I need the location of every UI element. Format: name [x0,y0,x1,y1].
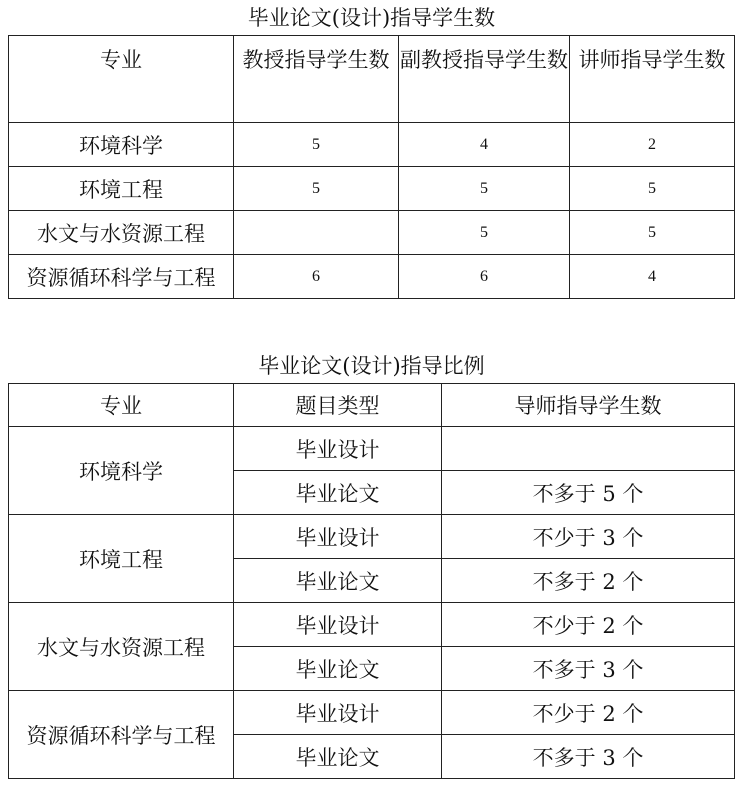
major-cell: 环境工程 [9,167,234,211]
limit-cell: 不多于 3 个 [442,647,735,691]
limit-cell: 不多于 3 个 [442,735,735,779]
table-row [9,167,735,211]
professor-count [234,211,399,255]
limit-cell: 不少于 2 个 [442,603,735,647]
header-students-per-supervisor: 导师指导学生数 [442,384,735,427]
topic-type-cell: 毕业论文 [234,471,442,515]
table1-caption: 毕业论文(设计)指导学生数 [247,6,496,30]
topic-type-cell: 毕业设计 [234,691,442,735]
table-row [9,211,735,255]
header-topic-type: 题目类型 [234,384,442,427]
associate-count: 5 [399,211,570,255]
header-professor: 教授指导学生数 [234,36,399,123]
limit-cell: 不少于 3 个 [442,515,735,559]
supervision-ratio-table [8,383,735,779]
header-associate-professor: 副教授指导学生数 [399,36,570,123]
topic-type-cell: 毕业设计 [234,515,442,559]
topic-type-cell: 毕业论文 [234,559,442,603]
associate-count: 5 [399,167,570,211]
professor-count: 6 [234,255,399,299]
table-header-row [9,36,735,123]
major-cell: 资源循环科学与工程 [9,691,234,779]
header-major: 专业 [9,384,234,427]
topic-type-cell: 毕业论文 [234,735,442,779]
lecturer-count: 5 [570,167,735,211]
header-lecturer: 讲师指导学生数 [570,36,735,123]
professor-count: 5 [234,123,399,167]
topic-type-cell: 毕业设计 [234,603,442,647]
limit-cell: 不多于 5 个 [442,471,735,515]
professor-count: 5 [234,167,399,211]
table-row [9,427,735,471]
header-major: 专业 [9,36,234,123]
limit-cell: 不多于 2 个 [442,559,735,603]
major-cell: 环境工程 [9,515,234,603]
lecturer-count: 2 [570,123,735,167]
major-cell: 环境科学 [9,427,234,515]
topic-type-cell: 毕业论文 [234,647,442,691]
table-header-row [9,384,735,427]
major-cell: 水文与水资源工程 [9,603,234,691]
lecturer-count: 4 [570,255,735,299]
table2-caption: 毕业论文(设计)指导比例 [258,354,485,378]
major-cell: 水文与水资源工程 [9,211,234,255]
associate-count: 6 [399,255,570,299]
table-row [9,603,735,647]
major-cell: 环境科学 [9,123,234,167]
associate-count: 4 [399,123,570,167]
limit-cell: 不少于 2 个 [442,691,735,735]
table-row [9,255,735,299]
limit-cell [442,427,735,471]
topic-type-cell: 毕业设计 [234,427,442,471]
lecturer-count: 5 [570,211,735,255]
table-row [9,515,735,559]
supervision-count-table [8,35,735,299]
major-cell: 资源循环科学与工程 [9,255,234,299]
table-row [9,691,735,735]
table-row [9,123,735,167]
